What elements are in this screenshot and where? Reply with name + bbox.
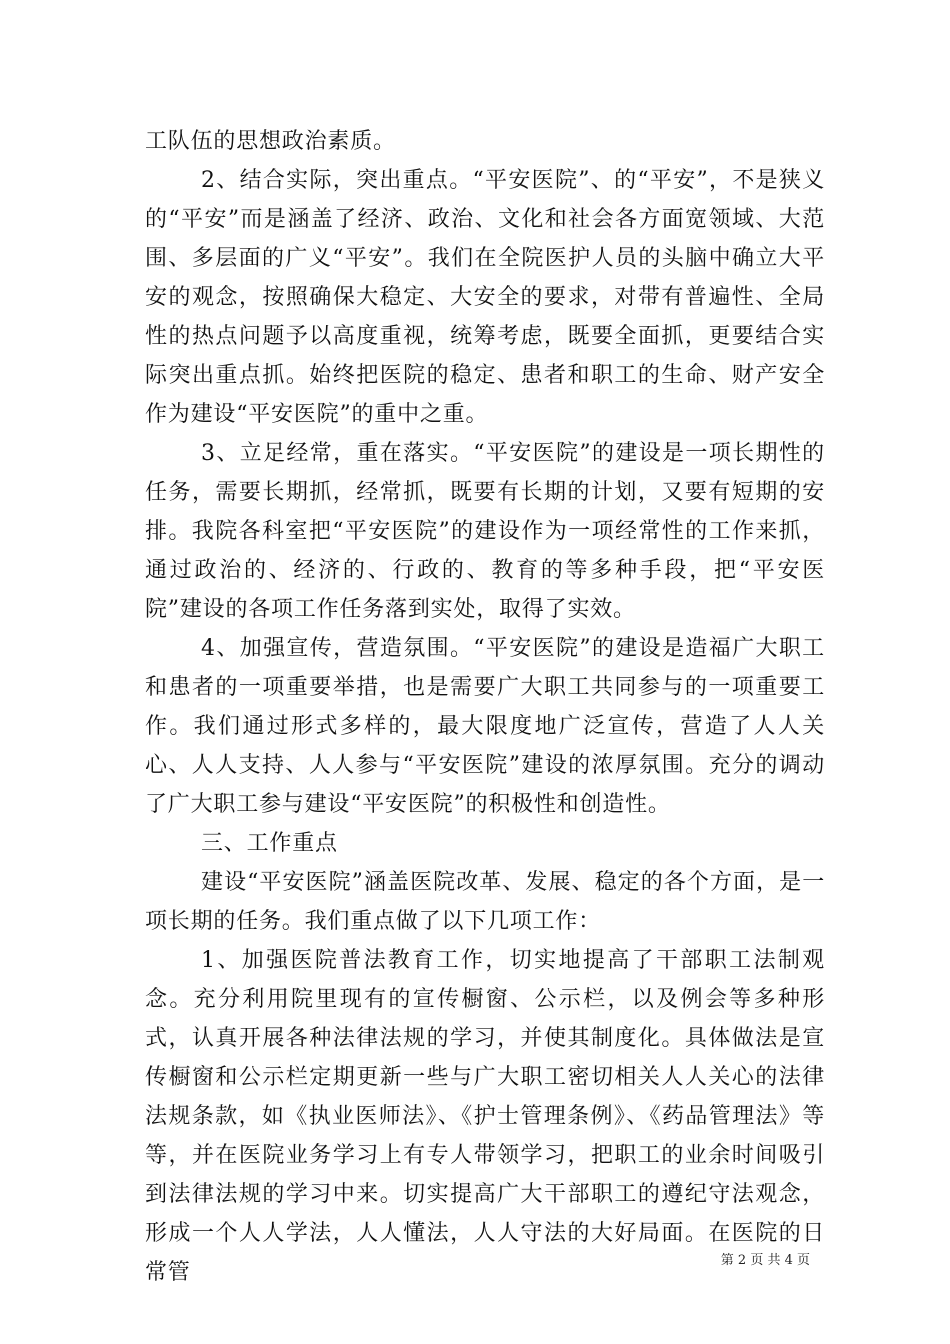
paragraph-section-intro: 建设“平安医院”涵盖医院改革、发展、稳定的各个方面，是一项长期的任务。我们重点做了以下几项工作： [145,870,825,934]
document-body [145,122,825,1292]
paragraph-continuation: 工队伍的思想政治素质。 [145,129,396,154]
page-number: 第 2 页 共 4 页 [720,1253,810,1268]
paragraph-point-2: 2、结合实际，突出重点。“平安医院”、的“平安”，不是狭义的“平安”而是涵盖了经济、政治、文化和社会各方面宽领域、大范围、多层面的广义“平安”。我们在全院医护人员的头脑中确立大平安的观念，按照确保大稳定、大安全的要求，对带有普遍性、全局性的热点问题予以高度重视，统筹考虑，既要全面抓，更要结合实际突出重点抓。始终把医院的稳定、患者和职工的生命、财产安全作为建设“平安医院”的重中之重。 [145,168,825,427]
section-heading: 三、工作重点 [201,831,338,856]
paragraph-item-1: 1、加强医院普法教育工作，切实地提高了干部职工法制观念。充分利用院里现有的宣传橱窗、公示栏，以及例会等多种形式，认真开展各种法律法规的学习，并使其制度化。具体做法是宣传橱窗和公示栏定期更新一些与广大职工密切相关人人关心的法律法规条款，如《执业医师法》、《护士管理条例》、《药品管理法》等等，并在医院业务学习上有专人带领学习，把职工的业余时间吸引到法律法规的学习中来。切实提高广大干部职工的遵纪守法观念，形成一个人人学法，人人懂法，人人守法的大好局面。在医院的日常管 [145,948,825,1285]
paragraph-point-3: 3、立足经常，重在落实。“平安医院”的建设是一项长期性的任务，需要长期抓，经常抓，既要有长期的计划，又要有短期的安排。我院各科室把“平安医院”的建设作为一项经常性的工作来抓，通过政治的、经济的、行政的、教育的等多种手段，把“平安医院”建设的各项工作任务落到实处，取得了实效。 [145,441,825,622]
paragraph-point-4: 4、加强宣传，营造氛围。“平安医院”的建设是造福广大职工和患者的一项重要举措，也是需要广大职工共同参与的一项重要工作。我们通过形式多样的，最大限度地广泛宣传，营造了人人关心、人人支持、人人参与“平安医院”建设的浓厚氛围。充分的调动了广大职工参与建设“平安医院”的积极性和创造性。 [145,636,825,817]
